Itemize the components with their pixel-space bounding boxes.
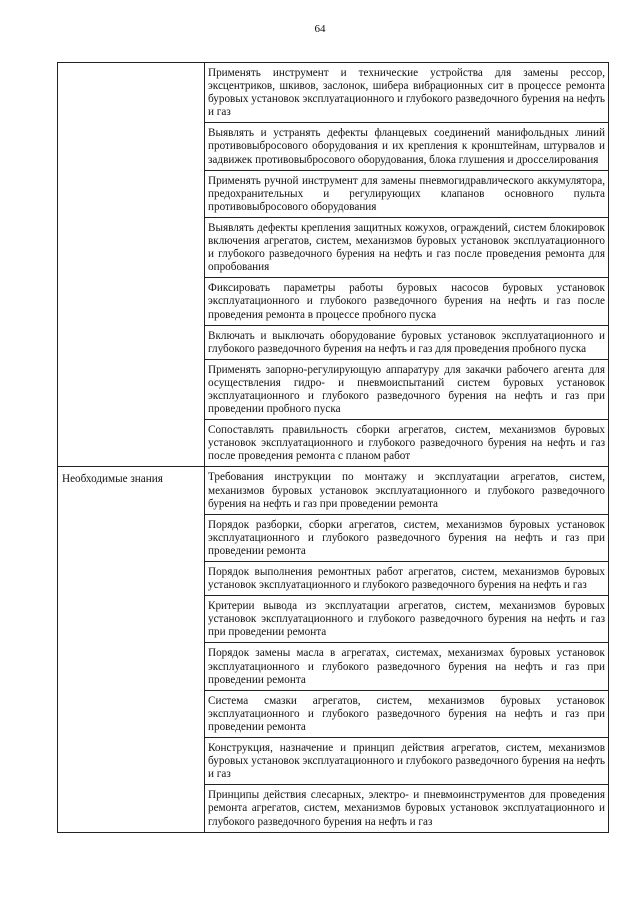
skill-item: Фиксировать параметры работы буровых насосов буровых установок эксплуатационного и глубокого разведочного бурения на нефть и газ после проведения ремонта в процессе пробного пуска xyxy=(205,278,609,325)
knowledge-item: Порядок выполнения ремонтных работ агрегатов, систем, механизмов буровых установок эксплуатационного и глубокого разведочного бурения на нефть и газ xyxy=(205,562,609,596)
requirements-table xyxy=(57,62,609,833)
table-row xyxy=(58,63,609,123)
knowledge-item: Требования инструкции по монтажу и эксплуатации агрегатов, систем, механизмов буровых установок эксплуатационного и глубокого разведочного бурения на нефть и газ при проведении ремонта xyxy=(205,467,609,514)
knowledge-item: Порядок разборки, сборки агрегатов, систем, механизмов буровых установок эксплуатационного и глубокого разведочного бурения на нефть и газ при проведении ремонта xyxy=(205,514,609,561)
knowledge-item: Порядок замены масла в агрегатах, системах, механизмах буровых установок эксплуатационного и глубокого разведочного бурения на нефть и газ при проведении ремонта xyxy=(205,643,609,690)
skills-label-cell xyxy=(58,63,205,467)
table-row xyxy=(58,467,609,514)
knowledge-item: Система смазки агрегатов, систем, механизмов буровых установок эксплуатационного и глубокого разведочного бурения на нефть и газ при проведении ремонта xyxy=(205,690,609,737)
skill-item: Выявлять дефекты крепления защитных кожухов, ограждений, систем блокировок включения агрегатов, систем, механизмов буровых установок эксплуатационного и глубокого разведочного бурения на нефть и газ после проведения ремонта для опробования xyxy=(205,217,609,277)
skill-item: Применять ручной инструмент для замены пневмогидравлического аккумулятора, предохранительных и регулирующих клапанов основного пульта противовыбросового оборудования xyxy=(205,170,609,217)
knowledge-item: Конструкция, назначение и принцип действия агрегатов, систем, механизмов буровых установок эксплуатационного и глубокого разведочного бурения на нефть и газ xyxy=(205,738,609,785)
knowledge-label-cell: Необходимые знания xyxy=(58,467,205,832)
skill-item: Выявлять и устранять дефекты фланцевых соединений манифольдных линий противовыбросового оборудования и их крепления к кронштейнам, штурвалов и задвижек противовыбросового оборудования, блока глушения и дросселирования xyxy=(205,123,609,170)
knowledge-item: Принципы действия слесарных, электро- и пневмоинструментов для проведения ремонта агрегатов, систем, механизмов буровых установок эксплуатационного и глубокого разведочного бурения на нефть и газ xyxy=(205,785,609,832)
skill-item: Сопоставлять правильность сборки агрегатов, систем, механизмов буровых установок эксплуатационного и глубокого разведочного бурения на нефть и газ после проведения ремонта с планом работ xyxy=(205,420,609,467)
skill-item: Применять запорно-регулирующую аппаратуру для закачки рабочего агента для осуществления гидро- и пневмоиспытаний систем буровых установок эксплуатационного и глубокого разведочного бурения на нефть и газ при проведении пробного пуска xyxy=(205,359,609,419)
page-number: 64 xyxy=(314,23,326,35)
skill-item: Применять инструмент и технические устройства для замены рессор, эксцентриков, шкивов, заслонок, шибера вибрационных сит в процессе ремонта буровых установок эксплуатационного и глубокого разведочного бурения на нефть и газ xyxy=(205,63,609,123)
knowledge-item: Критерии вывода из эксплуатации агрегатов, систем, механизмов буровых установок эксплуатационного и глубокого разведочного бурения на нефть и газ при проведении ремонта xyxy=(205,596,609,643)
skill-item: Включать и выключать оборудование буровых установок эксплуатационного и глубокого разведочного бурения на нефть и газ для проведения пробного пуска xyxy=(205,325,609,359)
